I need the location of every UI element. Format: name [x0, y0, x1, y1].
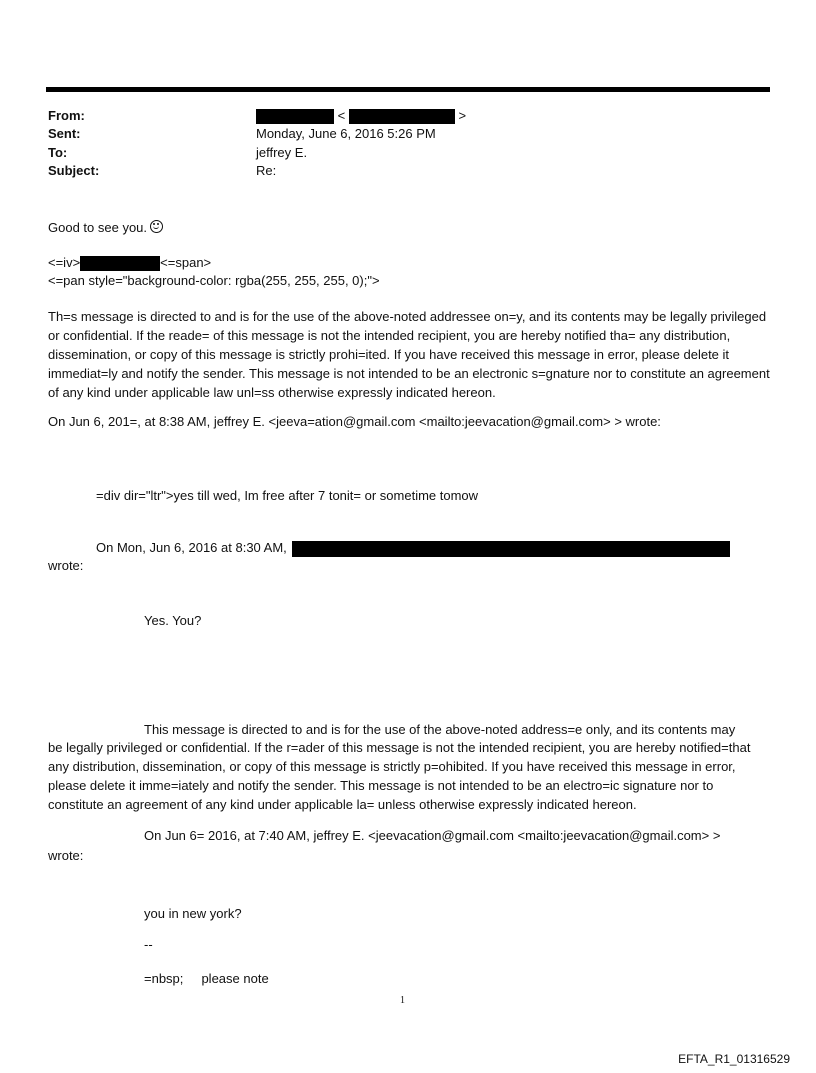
from-lt: <: [337, 108, 346, 123]
redaction-bar: [256, 109, 334, 124]
to-label: To:: [48, 145, 68, 160]
span-close-text: <=span>: [160, 255, 212, 270]
redaction-bar: [349, 109, 455, 124]
subject-label: Subject:: [48, 163, 100, 178]
disclaimer2-paragraph: be legally privileged or confidential. If the r=ader of this message is not the intended recipient, you are hereby notified=that any distribution, dissemination, or copy of this message is strictly p=ohibited. If you have received this message in error, please delete it imme=iately and notify the sender. This message is not intended to be an electro=ic signature nor to constitute an agreement of any kind under applicable la= unless otherwise expressly indicated hereon.: [48, 740, 751, 812]
div-span-line: [48, 253, 211, 272]
disclaimer-paragraph: Th=s message is directed to and is for the use of the above-noted addressee on=y, and its contents may be legally privileged or confidential. If the reade= of this message is not the intended recipient, you are hereby notified tha= any distribution, dissemination, or copy of this message is strictly prohi=ited. If you have received this message in error, please delete it immediat=ly and notify the sender. This message is not intended to be an electronic s=gnature nor to constitute an agreement of any kind under applicable law unl=ss otherwise expressly indicated hereon.: [48, 309, 770, 400]
quote2-header-text: On Mon, Jun 6, 2016 at 8:30 AM,: [96, 540, 287, 555]
from-label: From:: [48, 108, 85, 123]
span-style-line: <=pan style="background-color: rgba(255, 255, 255, 0);">: [48, 273, 380, 288]
signature-dashes: --: [144, 937, 153, 952]
redaction-bar: [80, 256, 160, 271]
div-open-text: <=iv>: [48, 255, 81, 270]
to-value: jeffrey E.: [256, 145, 308, 160]
quote1-body: =div dir="ltr">yes till wed, Im free after 7 tonit= or sometime tomow: [96, 488, 479, 503]
quote2-body: Yes. You?: [144, 613, 202, 628]
quote2-header: [96, 538, 730, 557]
quote3-body: you in new york?: [144, 906, 242, 921]
sent-value: Monday, June 6, 2016 5:26 PM: [256, 126, 436, 141]
greeting-text: Good to see you.: [48, 220, 148, 235]
document-id: EFTA_R1_01316529: [678, 1052, 790, 1066]
quote2-wrote: wrote:: [48, 558, 84, 573]
header-rule: [46, 87, 770, 92]
nbsp-please-note: =nbsp; please note: [144, 971, 269, 986]
sent-label: Sent:: [48, 126, 81, 141]
greeting-line: [48, 218, 163, 237]
redaction-bar: [370, 541, 730, 557]
smiley-face-icon: [150, 220, 163, 233]
quote1-header: On Jun 6, 201=, at 8:38 AM, jeffrey E. <jeeva=ation@gmail.com <mailto:jeevacation@gmail.com> > wrote:: [48, 414, 661, 429]
quote3-header: On Jun 6= 2016, at 7:40 AM, jeffrey E. <jeevacation@gmail.com <mailto:jeevacation@gmail.com> >: [144, 828, 721, 843]
from-value: [256, 107, 466, 125]
disclaimer2-first-line: This message is directed to and is for the use of the above-noted address=e only, and its contents may: [144, 722, 736, 737]
from-gt: >: [458, 108, 467, 123]
quote3-wrote: wrote:: [48, 848, 84, 863]
redaction-bar: [292, 541, 370, 557]
subject-value: Re:: [256, 163, 277, 178]
page-number: 1: [400, 995, 405, 1006]
